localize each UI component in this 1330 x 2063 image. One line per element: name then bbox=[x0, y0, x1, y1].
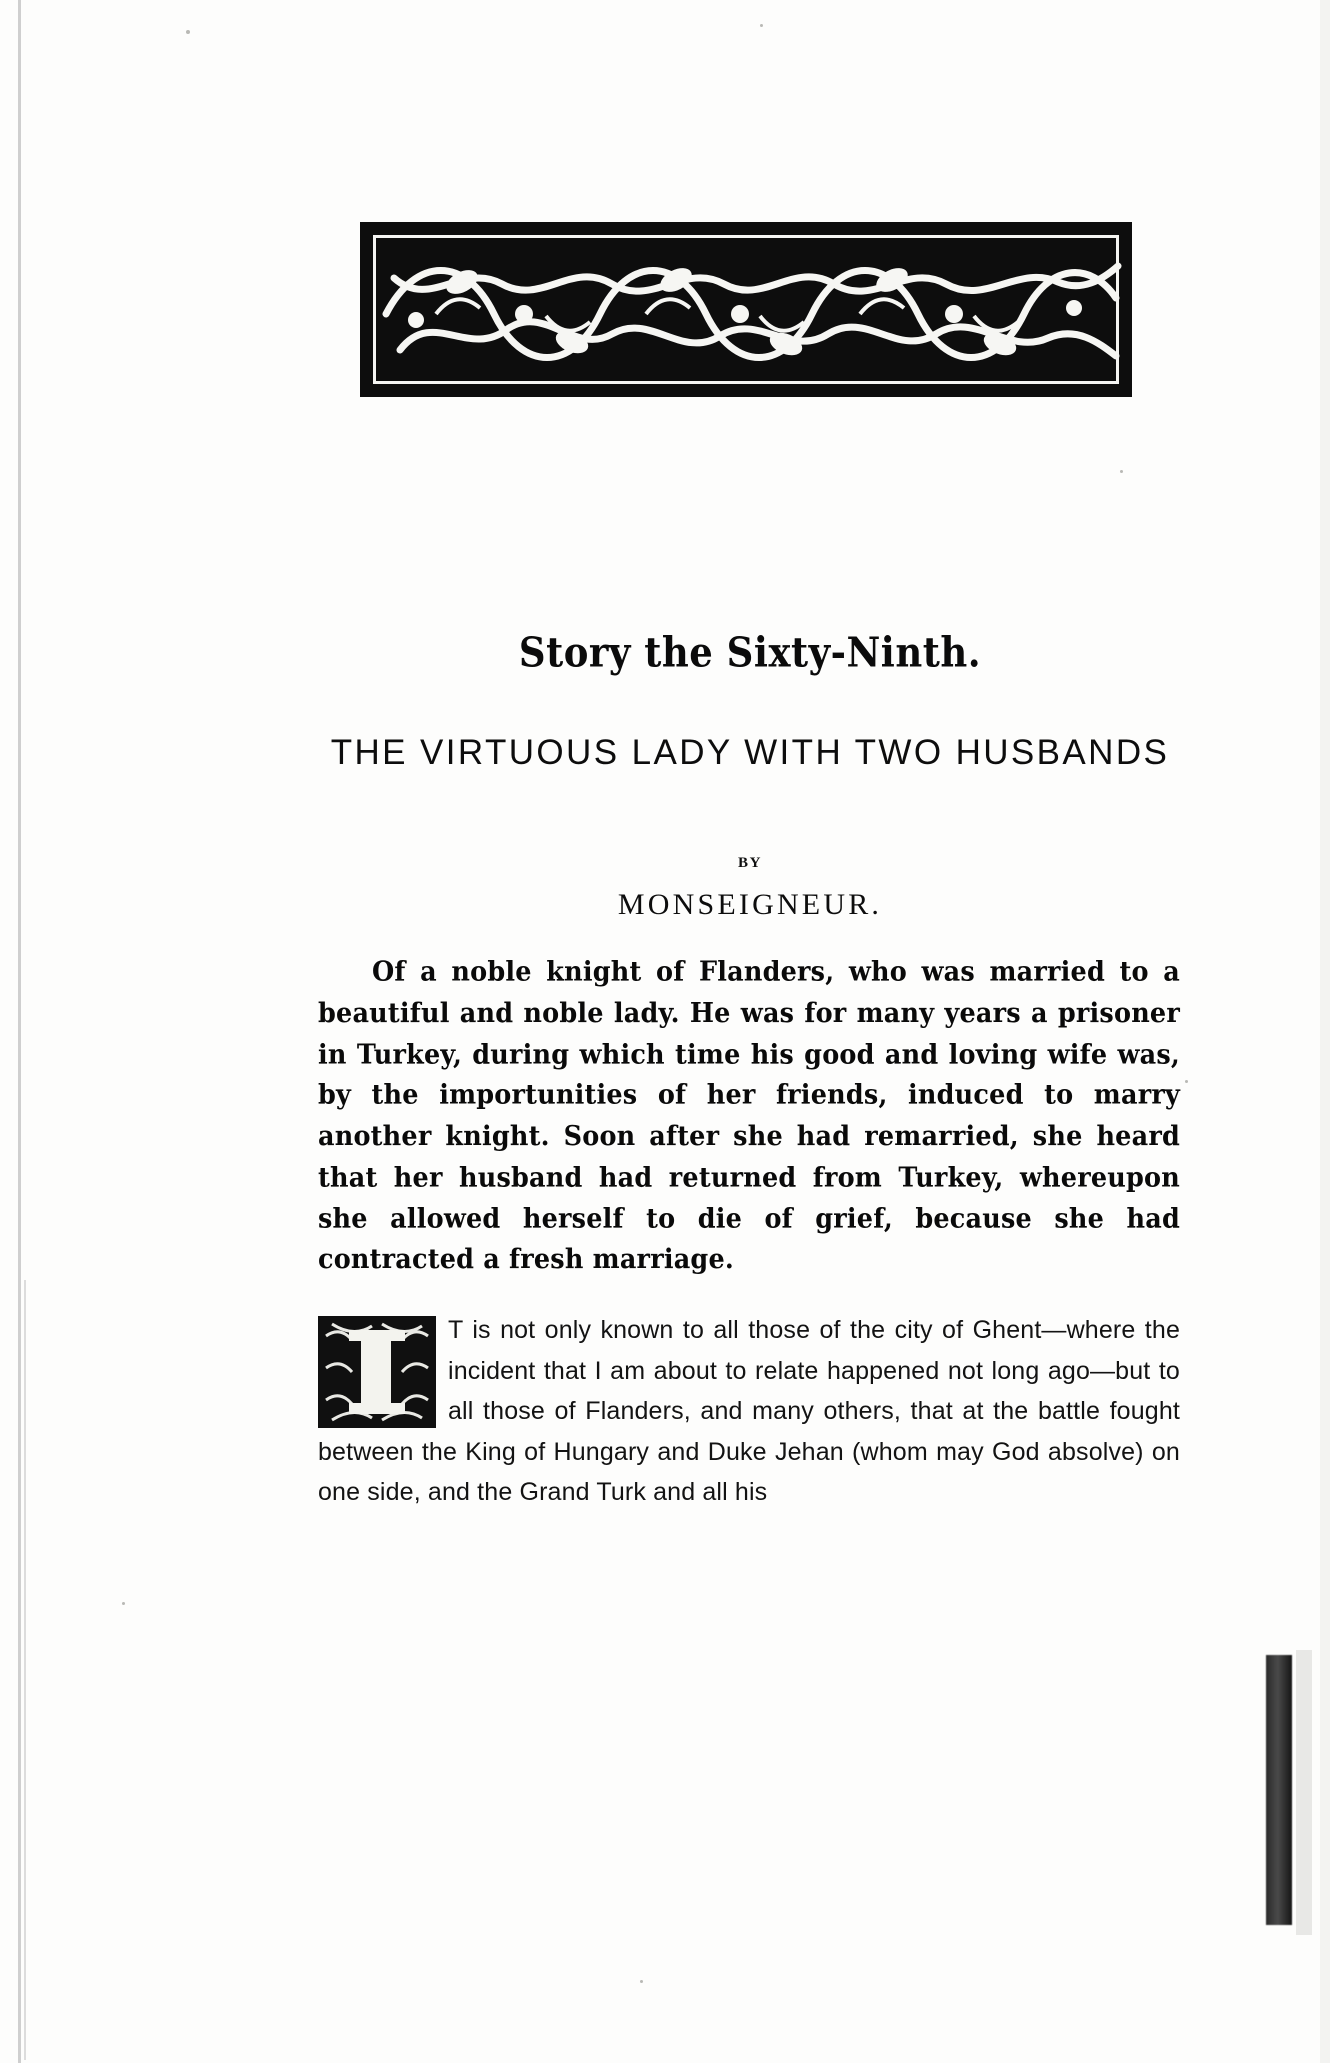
page-title: THE VIRTUOUS LADY WITH TWO HUSBANDS bbox=[330, 733, 1170, 772]
story-number-heading: Story the Sixty-Ninth. bbox=[518, 627, 982, 677]
scan-artifact-dark-band bbox=[1266, 1655, 1292, 1925]
by-label: BY bbox=[737, 855, 763, 871]
page-edge-left bbox=[18, 0, 21, 2063]
scan-speck bbox=[186, 30, 190, 34]
page-edge-left-secondary bbox=[24, 1280, 26, 2060]
headpiece-inner-border bbox=[373, 235, 1119, 384]
ornamental-headpiece bbox=[360, 222, 1132, 397]
scan-speck bbox=[1185, 1080, 1188, 1083]
drop-cap-initial bbox=[318, 1316, 436, 1428]
scan-speck bbox=[760, 24, 763, 27]
page-edge-right bbox=[1320, 0, 1330, 2063]
scan-speck bbox=[122, 1602, 125, 1605]
body-text: T is not only known to all those of the city of Ghent—where the incident that I am about to relate happened not long ago—but to all those of Flanders, and many others, that at the battle fought between the King of Hungary and Duke Jehan (whom may God absolve) on one side, and the Grand Turk and all his bbox=[318, 1316, 1180, 1506]
body-text-block bbox=[318, 1310, 1180, 1513]
scan-speck bbox=[1120, 470, 1123, 473]
scan-speck bbox=[640, 1980, 643, 1983]
scan-artifact-light-band bbox=[1296, 1650, 1312, 1935]
author-name: MONSEIGNEUR. bbox=[617, 888, 883, 921]
story-summary: Of a noble knight of Flanders, who was married to a beautiful and noble lady. He was for many years a prisoner in Turkey, during which time his good and loving wife was, by the importunities of her friends, induced to marry another knight. Soon after she had remarried, she heard that her husband had returned from Turkey, whereupon she allowed herself to die of grief, because she had contracted a fresh marriage. bbox=[318, 956, 1180, 1276]
